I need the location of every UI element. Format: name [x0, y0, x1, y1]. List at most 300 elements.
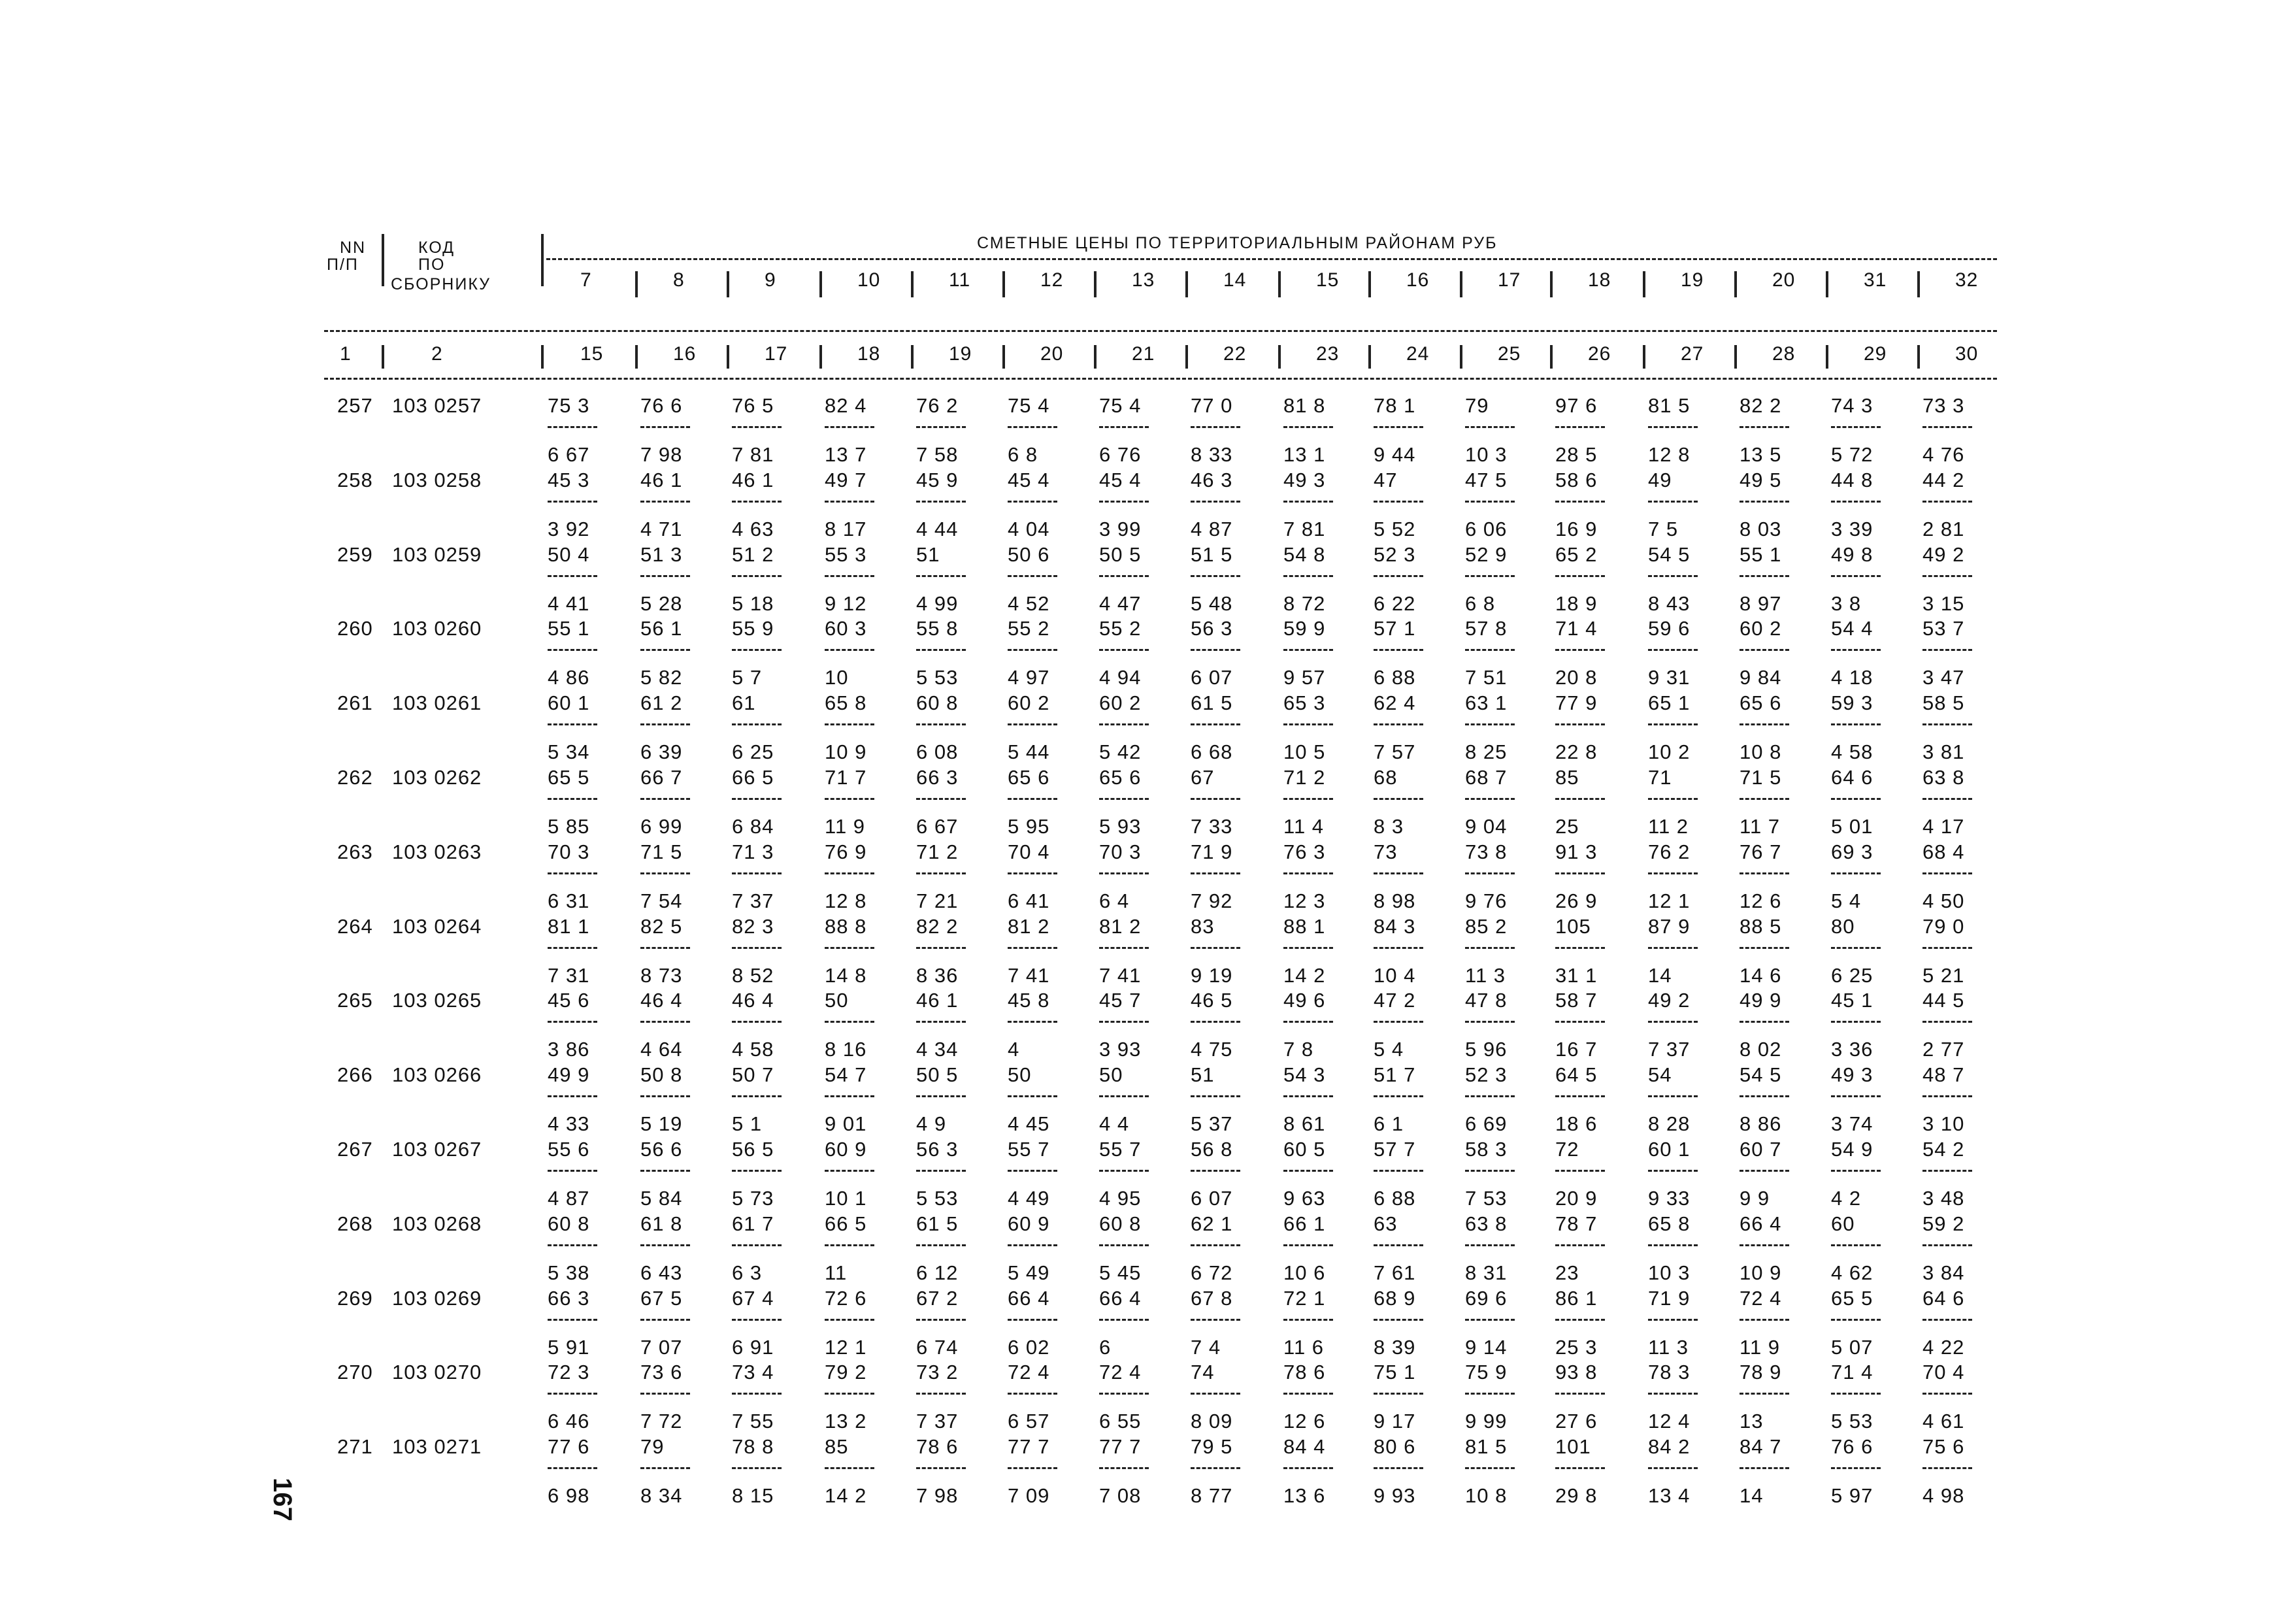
- price-value: 45 7: [1099, 989, 1142, 1012]
- price-value: 61 8: [640, 1212, 683, 1235]
- header-divider: [1734, 271, 1737, 297]
- price-value: 84 4: [1283, 1435, 1326, 1459]
- header-rule: [324, 378, 1997, 380]
- fraction-bar: [1465, 1244, 1515, 1246]
- price-value: 12 3: [1283, 889, 1326, 912]
- fraction-bar: [1648, 426, 1698, 428]
- fraction-bar: [1191, 723, 1240, 725]
- price-value: 58 5: [1922, 691, 1965, 715]
- price-value: 5 53: [916, 666, 959, 689]
- price-value: 80 6: [1374, 1435, 1416, 1459]
- price-value: 13 6: [1283, 1484, 1326, 1508]
- price-value: 65 6: [1099, 766, 1142, 789]
- price-value: 4 2: [1831, 1187, 1862, 1210]
- header-divider: [727, 271, 729, 297]
- price-value: 8 28: [1648, 1112, 1691, 1136]
- price-value: 66 5: [825, 1212, 867, 1235]
- price-value: 65 6: [1740, 691, 1782, 715]
- price-value: 76 6: [1831, 1435, 1873, 1459]
- price-value: 64 5: [1555, 1063, 1598, 1087]
- row-code: 103 0262: [392, 766, 482, 789]
- price-value: 75 9: [1465, 1361, 1508, 1384]
- price-value: 82 5: [640, 914, 683, 938]
- price-value: 75 4: [1008, 394, 1050, 417]
- price-value: 4 76: [1922, 443, 1965, 466]
- price-value: 73 4: [732, 1361, 774, 1384]
- column-number: 30: [1955, 343, 1979, 365]
- price-value: 65 8: [825, 691, 867, 715]
- price-value: 9 63: [1283, 1187, 1326, 1210]
- price-value: 49 6: [1283, 989, 1326, 1012]
- price-value: 60 2: [1008, 691, 1050, 715]
- price-value: 45 8: [1008, 989, 1050, 1012]
- fraction-bar: [1191, 426, 1240, 428]
- fraction-bar: [732, 1095, 782, 1097]
- fraction-bar: [916, 1319, 966, 1321]
- price-value: 6 99: [640, 815, 683, 838]
- price-value: 6 67: [548, 443, 590, 466]
- price-value: 79 0: [1922, 914, 1965, 938]
- price-value: 5 4: [1831, 889, 1862, 912]
- header-divider: [1094, 345, 1097, 369]
- price-value: 61 7: [732, 1212, 774, 1235]
- price-value: 12 1: [1648, 889, 1691, 912]
- price-value: 50: [1099, 1063, 1123, 1087]
- fraction-bar: [1648, 1319, 1698, 1321]
- price-value: 3 48: [1922, 1187, 1965, 1210]
- fraction-bar: [732, 1393, 782, 1395]
- price-value: 66 4: [1740, 1212, 1782, 1235]
- price-value: 8 25: [1465, 740, 1508, 764]
- price-value: 93 8: [1555, 1361, 1598, 1384]
- district-number: 11: [949, 269, 971, 291]
- price-value: 6 43: [640, 1261, 683, 1284]
- row-code: 103 0260: [392, 617, 482, 640]
- fraction-bar: [1555, 723, 1605, 725]
- price-value: 12 8: [825, 889, 867, 912]
- price-value: 5 21: [1922, 963, 1965, 987]
- price-value: 7 72: [640, 1410, 683, 1433]
- price-value: 81 5: [1648, 394, 1691, 417]
- fraction-bar: [1648, 798, 1698, 800]
- fraction-bar: [916, 1170, 966, 1172]
- price-value: 6 25: [732, 740, 774, 764]
- price-value: 7 92: [1191, 889, 1233, 912]
- price-value: 9 84: [1740, 666, 1782, 689]
- price-value: 66 3: [548, 1286, 590, 1310]
- fraction-bar: [1555, 947, 1605, 949]
- price-value: 12 4: [1648, 1410, 1691, 1433]
- price-value: 6 91: [732, 1335, 774, 1359]
- district-number: 7: [580, 269, 592, 291]
- price-value: 10 1: [825, 1187, 867, 1210]
- fraction-bar: [1283, 1170, 1333, 1172]
- fraction-bar: [916, 1393, 966, 1395]
- fraction-bar: [1465, 649, 1515, 651]
- header-divider: [1278, 271, 1281, 297]
- header-divider: [1002, 345, 1005, 369]
- price-value: 10 8: [1740, 740, 1782, 764]
- price-value: 76 6: [640, 394, 683, 417]
- price-value: 6 25: [1831, 963, 1873, 987]
- price-value: 9 19: [1191, 963, 1233, 987]
- price-value: 79: [640, 1435, 665, 1459]
- price-value: 4 22: [1922, 1335, 1965, 1359]
- fraction-bar: [1555, 1021, 1605, 1023]
- district-number: 14: [1223, 269, 1247, 291]
- price-value: 60 3: [825, 617, 867, 640]
- fraction-bar: [1922, 1095, 1972, 1097]
- fraction-bar: [548, 501, 597, 503]
- price-value: 7 41: [1008, 963, 1050, 987]
- price-value: 69 3: [1831, 840, 1873, 863]
- price-value: 57 1: [1374, 617, 1416, 640]
- price-value: 7 21: [916, 889, 959, 912]
- fraction-bar: [548, 649, 597, 651]
- fraction-bar: [1740, 1393, 1789, 1395]
- price-value: 8 61: [1283, 1112, 1326, 1136]
- fraction-bar: [640, 426, 690, 428]
- price-value: 82 4: [825, 394, 867, 417]
- fraction-bar: [548, 872, 597, 874]
- price-value: 5 07: [1831, 1335, 1873, 1359]
- fraction-bar: [1008, 1095, 1057, 1097]
- header-divider: [911, 345, 914, 369]
- column-number: 28: [1772, 343, 1796, 365]
- price-value: 78 8: [732, 1435, 774, 1459]
- price-value: 14 2: [1283, 963, 1326, 987]
- fraction-bar: [640, 1319, 690, 1321]
- price-value: 5 19: [640, 1112, 683, 1136]
- price-value: 12 8: [1648, 443, 1691, 466]
- price-value: 11 6: [1283, 1335, 1325, 1359]
- price-value: 5 72: [1831, 443, 1873, 466]
- fraction-bar: [1648, 575, 1698, 577]
- fraction-bar: [825, 1244, 874, 1246]
- price-value: 70 3: [1099, 840, 1142, 863]
- price-value: 91 3: [1555, 840, 1598, 863]
- price-value: 14 6: [1740, 963, 1782, 987]
- price-value: 46 5: [1191, 989, 1233, 1012]
- price-value: 4 64: [640, 1038, 683, 1061]
- price-value: 6 06: [1465, 517, 1508, 540]
- price-value: 45 4: [1099, 468, 1142, 491]
- header-divider: [1826, 345, 1828, 369]
- price-value: 54 7: [825, 1063, 867, 1087]
- fraction-bar: [1465, 723, 1515, 725]
- fraction-bar: [1831, 1244, 1881, 1246]
- fraction-bar: [1648, 501, 1698, 503]
- price-value: 9 14: [1465, 1335, 1508, 1359]
- fraction-bar: [1283, 1244, 1333, 1246]
- fraction-bar: [1374, 1467, 1423, 1469]
- column-number: 16: [673, 343, 697, 365]
- price-value: 7 09: [1008, 1484, 1050, 1508]
- price-value: 12 6: [1283, 1410, 1326, 1433]
- price-value: 82 2: [916, 914, 959, 938]
- price-value: 6 1: [1374, 1112, 1404, 1136]
- price-value: 71 5: [640, 840, 683, 863]
- price-value: 71 9: [1191, 840, 1233, 863]
- price-value: 55 6: [548, 1138, 590, 1161]
- price-value: 86 1: [1555, 1286, 1598, 1310]
- price-value: 5 96: [1465, 1038, 1508, 1061]
- fraction-bar: [548, 1244, 597, 1246]
- column-number: 21: [1132, 343, 1155, 365]
- header-divider: [819, 271, 822, 297]
- price-value: 54 5: [1648, 542, 1691, 566]
- price-value: 9 04: [1465, 815, 1508, 838]
- fraction-bar: [640, 947, 690, 949]
- price-value: 4 41: [548, 591, 590, 615]
- fraction-bar: [1465, 426, 1515, 428]
- header-divider: [1460, 345, 1462, 369]
- price-value: 6 8: [1008, 443, 1038, 466]
- header-divider: [1917, 271, 1920, 297]
- price-value: 8 33: [1191, 443, 1233, 466]
- price-value: 60 7: [1740, 1138, 1782, 1161]
- fraction-bar: [1374, 723, 1423, 725]
- district-number: 17: [1498, 269, 1521, 291]
- fraction-bar: [825, 575, 874, 577]
- fraction-bar: [640, 575, 690, 577]
- price-value: 80: [1831, 914, 1855, 938]
- price-value: 48 7: [1922, 1063, 1965, 1087]
- price-value: 8 98: [1374, 889, 1416, 912]
- price-value: 65 8: [1648, 1212, 1691, 1235]
- fraction-bar: [1740, 1021, 1789, 1023]
- fraction-bar: [1191, 1393, 1240, 1395]
- fraction-bar: [1922, 798, 1972, 800]
- price-value: 7 98: [640, 443, 683, 466]
- price-value: 4 17: [1922, 815, 1965, 838]
- row-code: 103 0266: [392, 1063, 482, 1087]
- row-code: 103 0259: [392, 542, 482, 566]
- price-value: 8 52: [732, 963, 774, 987]
- fraction-bar: [732, 872, 782, 874]
- price-value: 49 7: [825, 468, 867, 491]
- fraction-bar: [1283, 1319, 1333, 1321]
- fraction-bar: [640, 1244, 690, 1246]
- header-divider: [727, 345, 729, 369]
- price-value: 20 8: [1555, 666, 1598, 689]
- row-number: 265: [337, 989, 373, 1012]
- fraction-bar: [916, 872, 966, 874]
- fraction-bar: [1740, 798, 1789, 800]
- price-value: 81 5: [1465, 1435, 1508, 1459]
- fraction-bar: [1465, 1170, 1515, 1172]
- price-value: 8 86: [1740, 1112, 1782, 1136]
- fraction-bar: [1283, 1095, 1333, 1097]
- header-divider: [1368, 271, 1371, 297]
- fraction-bar: [1465, 798, 1515, 800]
- price-value: 45 6: [548, 989, 590, 1012]
- row-number: 269: [337, 1286, 373, 1310]
- price-value: 10 3: [1648, 1261, 1691, 1284]
- price-value: 81 2: [1008, 914, 1050, 938]
- price-value: 6 41: [1008, 889, 1050, 912]
- price-value: 5 38: [548, 1261, 590, 1284]
- price-value: 54: [1648, 1063, 1672, 1087]
- price-value: 65 2: [1555, 542, 1598, 566]
- fraction-bar: [1831, 649, 1881, 651]
- fraction-bar: [1648, 1393, 1698, 1395]
- price-value: 6 39: [640, 740, 683, 764]
- fraction-bar: [1648, 649, 1698, 651]
- district-number: 31: [1864, 269, 1887, 291]
- price-value: 46 3: [1191, 468, 1233, 491]
- price-value: 65 3: [1283, 691, 1326, 715]
- price-value: 3 74: [1831, 1112, 1873, 1136]
- header-pp: П/П: [327, 256, 359, 274]
- fraction-bar: [1831, 1170, 1881, 1172]
- price-value: 11 9: [825, 815, 866, 838]
- price-value: 67 4: [732, 1286, 774, 1310]
- row-code: 103 0271: [392, 1435, 482, 1459]
- fraction-bar: [1555, 1244, 1605, 1246]
- price-value: 4 75: [1191, 1038, 1233, 1061]
- fraction-bar: [1555, 1319, 1605, 1321]
- price-value: 45 9: [916, 468, 959, 491]
- fraction-bar: [1283, 798, 1333, 800]
- price-value: 78 6: [1283, 1361, 1326, 1384]
- column-number: 25: [1498, 343, 1521, 365]
- price-value: 71: [1648, 766, 1672, 789]
- fraction-bar: [732, 1319, 782, 1321]
- price-value: 84 7: [1740, 1435, 1782, 1459]
- price-value: 44 5: [1922, 989, 1965, 1012]
- fraction-bar: [1008, 723, 1057, 725]
- header-divider: [911, 271, 914, 297]
- price-value: 8 3: [1374, 815, 1404, 838]
- price-value: 77 7: [1008, 1435, 1050, 1459]
- fraction-bar: [916, 947, 966, 949]
- price-value: 55 7: [1099, 1138, 1142, 1161]
- fraction-bar: [548, 1319, 597, 1321]
- fraction-bar: [732, 575, 782, 577]
- row-number: 262: [337, 766, 373, 789]
- fraction-bar: [916, 575, 966, 577]
- price-value: 59 6: [1648, 617, 1691, 640]
- fraction-bar: [1099, 649, 1149, 651]
- fraction-bar: [1099, 1021, 1149, 1023]
- price-value: 66 5: [732, 766, 774, 789]
- fraction-bar: [1283, 501, 1333, 503]
- column-number: 26: [1588, 343, 1611, 365]
- price-value: 9 12: [825, 591, 867, 615]
- price-value: 25 3: [1555, 1335, 1598, 1359]
- price-value: 10: [825, 666, 849, 689]
- fraction-bar: [1922, 872, 1972, 874]
- price-value: 4 62: [1831, 1261, 1873, 1284]
- price-value: 49 3: [1831, 1063, 1873, 1087]
- price-value: 88 1: [1283, 914, 1326, 938]
- price-value: 7 37: [732, 889, 774, 912]
- price-value: 8 17: [825, 517, 867, 540]
- column-number: 24: [1406, 343, 1430, 365]
- fraction-bar: [1740, 426, 1789, 428]
- price-value: 63 8: [1922, 766, 1965, 789]
- price-value: 4 97: [1008, 666, 1050, 689]
- price-value: 55 3: [825, 542, 867, 566]
- fraction-bar: [1099, 501, 1149, 503]
- fraction-bar: [1099, 723, 1149, 725]
- price-value: 71 4: [1555, 617, 1598, 640]
- price-value: 9 93: [1374, 1484, 1416, 1508]
- price-value: 56 1: [640, 617, 683, 640]
- fraction-bar: [1922, 1319, 1972, 1321]
- fraction-bar: [1740, 501, 1789, 503]
- fraction-bar: [1740, 1095, 1789, 1097]
- price-value: 5 34: [548, 740, 590, 764]
- column-number: 20: [1040, 343, 1064, 365]
- price-value: 60 5: [1283, 1138, 1326, 1161]
- fraction-bar: [640, 1393, 690, 1395]
- price-value: 4 98: [1922, 1484, 1965, 1508]
- price-value: 71 5: [1740, 766, 1782, 789]
- price-value: 10 8: [1465, 1484, 1508, 1508]
- price-value: 9 31: [1648, 666, 1691, 689]
- fraction-bar: [1283, 1021, 1333, 1023]
- price-value: 65 5: [1831, 1286, 1873, 1310]
- fraction-bar: [1374, 426, 1423, 428]
- price-value: 66 4: [1008, 1286, 1050, 1310]
- fraction-bar: [1648, 1095, 1698, 1097]
- price-value: 8 02: [1740, 1038, 1782, 1061]
- price-value: 70 4: [1922, 1361, 1965, 1384]
- price-value: 6 57: [1008, 1410, 1050, 1433]
- fraction-bar: [1831, 1393, 1881, 1395]
- price-value: 6 08: [916, 740, 959, 764]
- price-value: 3 15: [1922, 591, 1965, 615]
- price-value: 71 9: [1648, 1286, 1691, 1310]
- price-value: 52 9: [1465, 542, 1508, 566]
- district-number: 10: [857, 269, 881, 291]
- price-value: 59 2: [1922, 1212, 1965, 1235]
- fraction-bar: [1555, 575, 1605, 577]
- fraction-bar: [1099, 1467, 1149, 1469]
- price-value: 73: [1374, 840, 1398, 863]
- price-value: 60: [1831, 1212, 1855, 1235]
- price-value: 83: [1191, 914, 1215, 938]
- fraction-bar: [1374, 575, 1423, 577]
- price-value: 7 98: [916, 1484, 959, 1508]
- district-number: 16: [1406, 269, 1430, 291]
- row-number: 263: [337, 840, 373, 863]
- price-value: 2 81: [1922, 517, 1965, 540]
- price-value: 8 16: [825, 1038, 867, 1061]
- page-number: 167: [267, 1478, 297, 1521]
- price-value: 10 9: [1740, 1261, 1782, 1284]
- price-value: 87 9: [1648, 914, 1691, 938]
- fraction-bar: [1191, 947, 1240, 949]
- fraction-bar: [1555, 426, 1605, 428]
- fraction-bar: [732, 1244, 782, 1246]
- row-code: 103 0257: [392, 394, 482, 417]
- price-value: 79 5: [1191, 1435, 1233, 1459]
- price-value: 63: [1374, 1212, 1398, 1235]
- price-value: 4 95: [1099, 1187, 1142, 1210]
- fraction-bar: [1831, 575, 1881, 577]
- fraction-bar: [1555, 798, 1605, 800]
- price-value: 72 1: [1283, 1286, 1326, 1310]
- price-value: 78 7: [1555, 1212, 1598, 1235]
- fraction-bar: [1555, 501, 1605, 503]
- price-value: 4 99: [916, 591, 959, 615]
- price-value: 56 3: [916, 1138, 959, 1161]
- fraction-bar: [1099, 1244, 1149, 1246]
- fraction-bar: [732, 947, 782, 949]
